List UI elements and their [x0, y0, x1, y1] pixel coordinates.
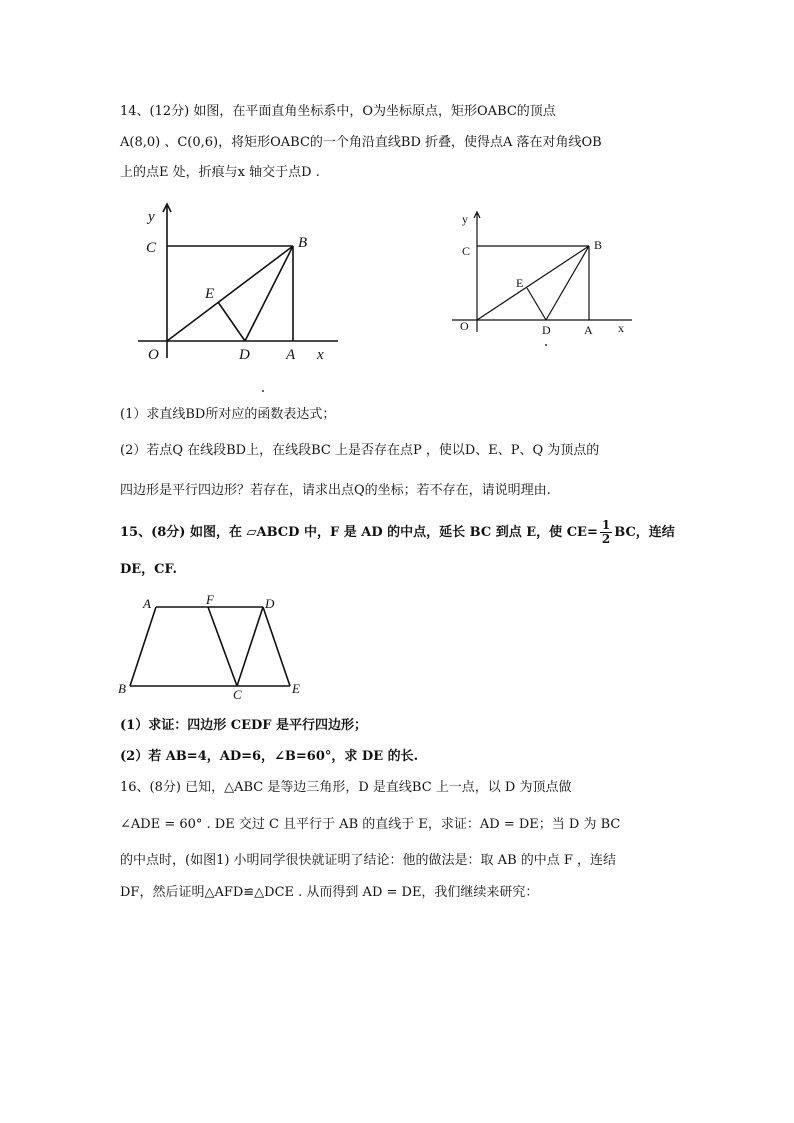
- q16-stem-line3: 的中点时，(如图1) 小明同学很快就证明了结论：他的做法是：取 AB 的中点 F ，连结: [120, 853, 617, 868]
- q14-stem-line3: 上的点E 处，折痕与x 轴交于点D .: [120, 165, 320, 180]
- q15-figure: [118, 594, 318, 704]
- label-O: O: [460, 319, 469, 333]
- speck: [262, 390, 264, 392]
- label-E: E: [205, 286, 215, 302]
- q15-stem-line2: DE，CF.: [120, 562, 177, 577]
- diagonal-OB: [167, 246, 293, 341]
- label-D: D: [239, 347, 250, 363]
- label-x: x: [618, 321, 624, 335]
- q14-figure-right: [452, 208, 652, 343]
- side-AB: [130, 607, 156, 686]
- label-x: x: [317, 347, 324, 363]
- segment-ED: [218, 302, 245, 341]
- q16-stem-line2: ∠ADE = 60° . DE 交过 C 且平行于 AB 的直线于 E，求证：AD = DE；当 D 为 BC: [120, 817, 621, 832]
- q14-sub1: (1）求直线BD所对应的函数表达式；: [120, 407, 336, 422]
- label-E: E: [516, 276, 524, 290]
- fraction-one-half: $\frac{1}{2}$: [601, 518, 611, 546]
- segment-DE: [263, 607, 290, 686]
- label-A: A: [286, 347, 296, 363]
- fold-BD: [245, 246, 293, 341]
- label-D: D: [542, 323, 551, 337]
- q16-stem-line1: 16、(8分) 已知，△ABC 是等边三角形，D 是直线BC 上一点，以 D 为顶点做: [120, 780, 572, 795]
- label-C: C: [233, 687, 242, 702]
- label-A: A: [584, 323, 593, 337]
- label-A: A: [143, 596, 151, 611]
- fold-BD: [546, 246, 589, 320]
- q16-stem-line4: DF，然后证明△AFD≌△DCE . 从而得到 AD = DE，我们继续来研究：: [120, 885, 539, 900]
- label-C: C: [146, 240, 157, 256]
- segment-ED: [527, 288, 546, 320]
- label-F: F: [206, 594, 214, 607]
- label-C: C: [462, 244, 471, 258]
- segment-DC: [237, 607, 263, 686]
- speck: [545, 344, 547, 346]
- q15-sub1: (1）求证：四边形 CEDF 是平行四边形；: [120, 718, 368, 733]
- q15-stem-line1: [120, 519, 675, 546]
- label-B: B: [298, 235, 308, 251]
- q15-sub2: (2）若 AB=4，AD=6，∠B=60°，求 DE 的长.: [120, 749, 419, 764]
- diagonal-OB: [477, 246, 589, 320]
- label-D: D: [265, 596, 275, 611]
- label-B: B: [118, 681, 126, 696]
- q15-stem-part2: BC，连结: [614, 525, 675, 540]
- label-y: y: [148, 209, 155, 225]
- q14-stem-line1: 14、(12分) 如图，在平面直角坐标系中，O为坐标原点，矩形OABC的顶点: [120, 104, 556, 119]
- label-y: y: [462, 212, 468, 226]
- q14-sub2-line1: (2）若点Q 在线段BD上，在线段BC 上是否存在点P ，使以D、E、P、Q 为顶点的: [120, 443, 600, 458]
- label-O: O: [148, 347, 159, 363]
- label-E: E: [292, 681, 300, 696]
- q14-figure-left: [120, 200, 350, 375]
- q15-stem-part1: 15、(8分) 如图，在 ▱ABCD 中，F 是 AD 的中点，延长 BC 到点 E，使 CE=: [120, 525, 598, 540]
- segment-FC: [208, 607, 237, 686]
- label-B: B: [594, 238, 603, 252]
- q14-sub2-line2: 四边形是平行四边形？若存在，请求出点Q的坐标；若不存在，请说明理由.: [120, 483, 551, 498]
- q14-stem-line2: A(8,0) 、C(0,6)，将矩形OABC的一个角沿直线BD 折叠，使得点A 落在对角线OB: [120, 135, 602, 150]
